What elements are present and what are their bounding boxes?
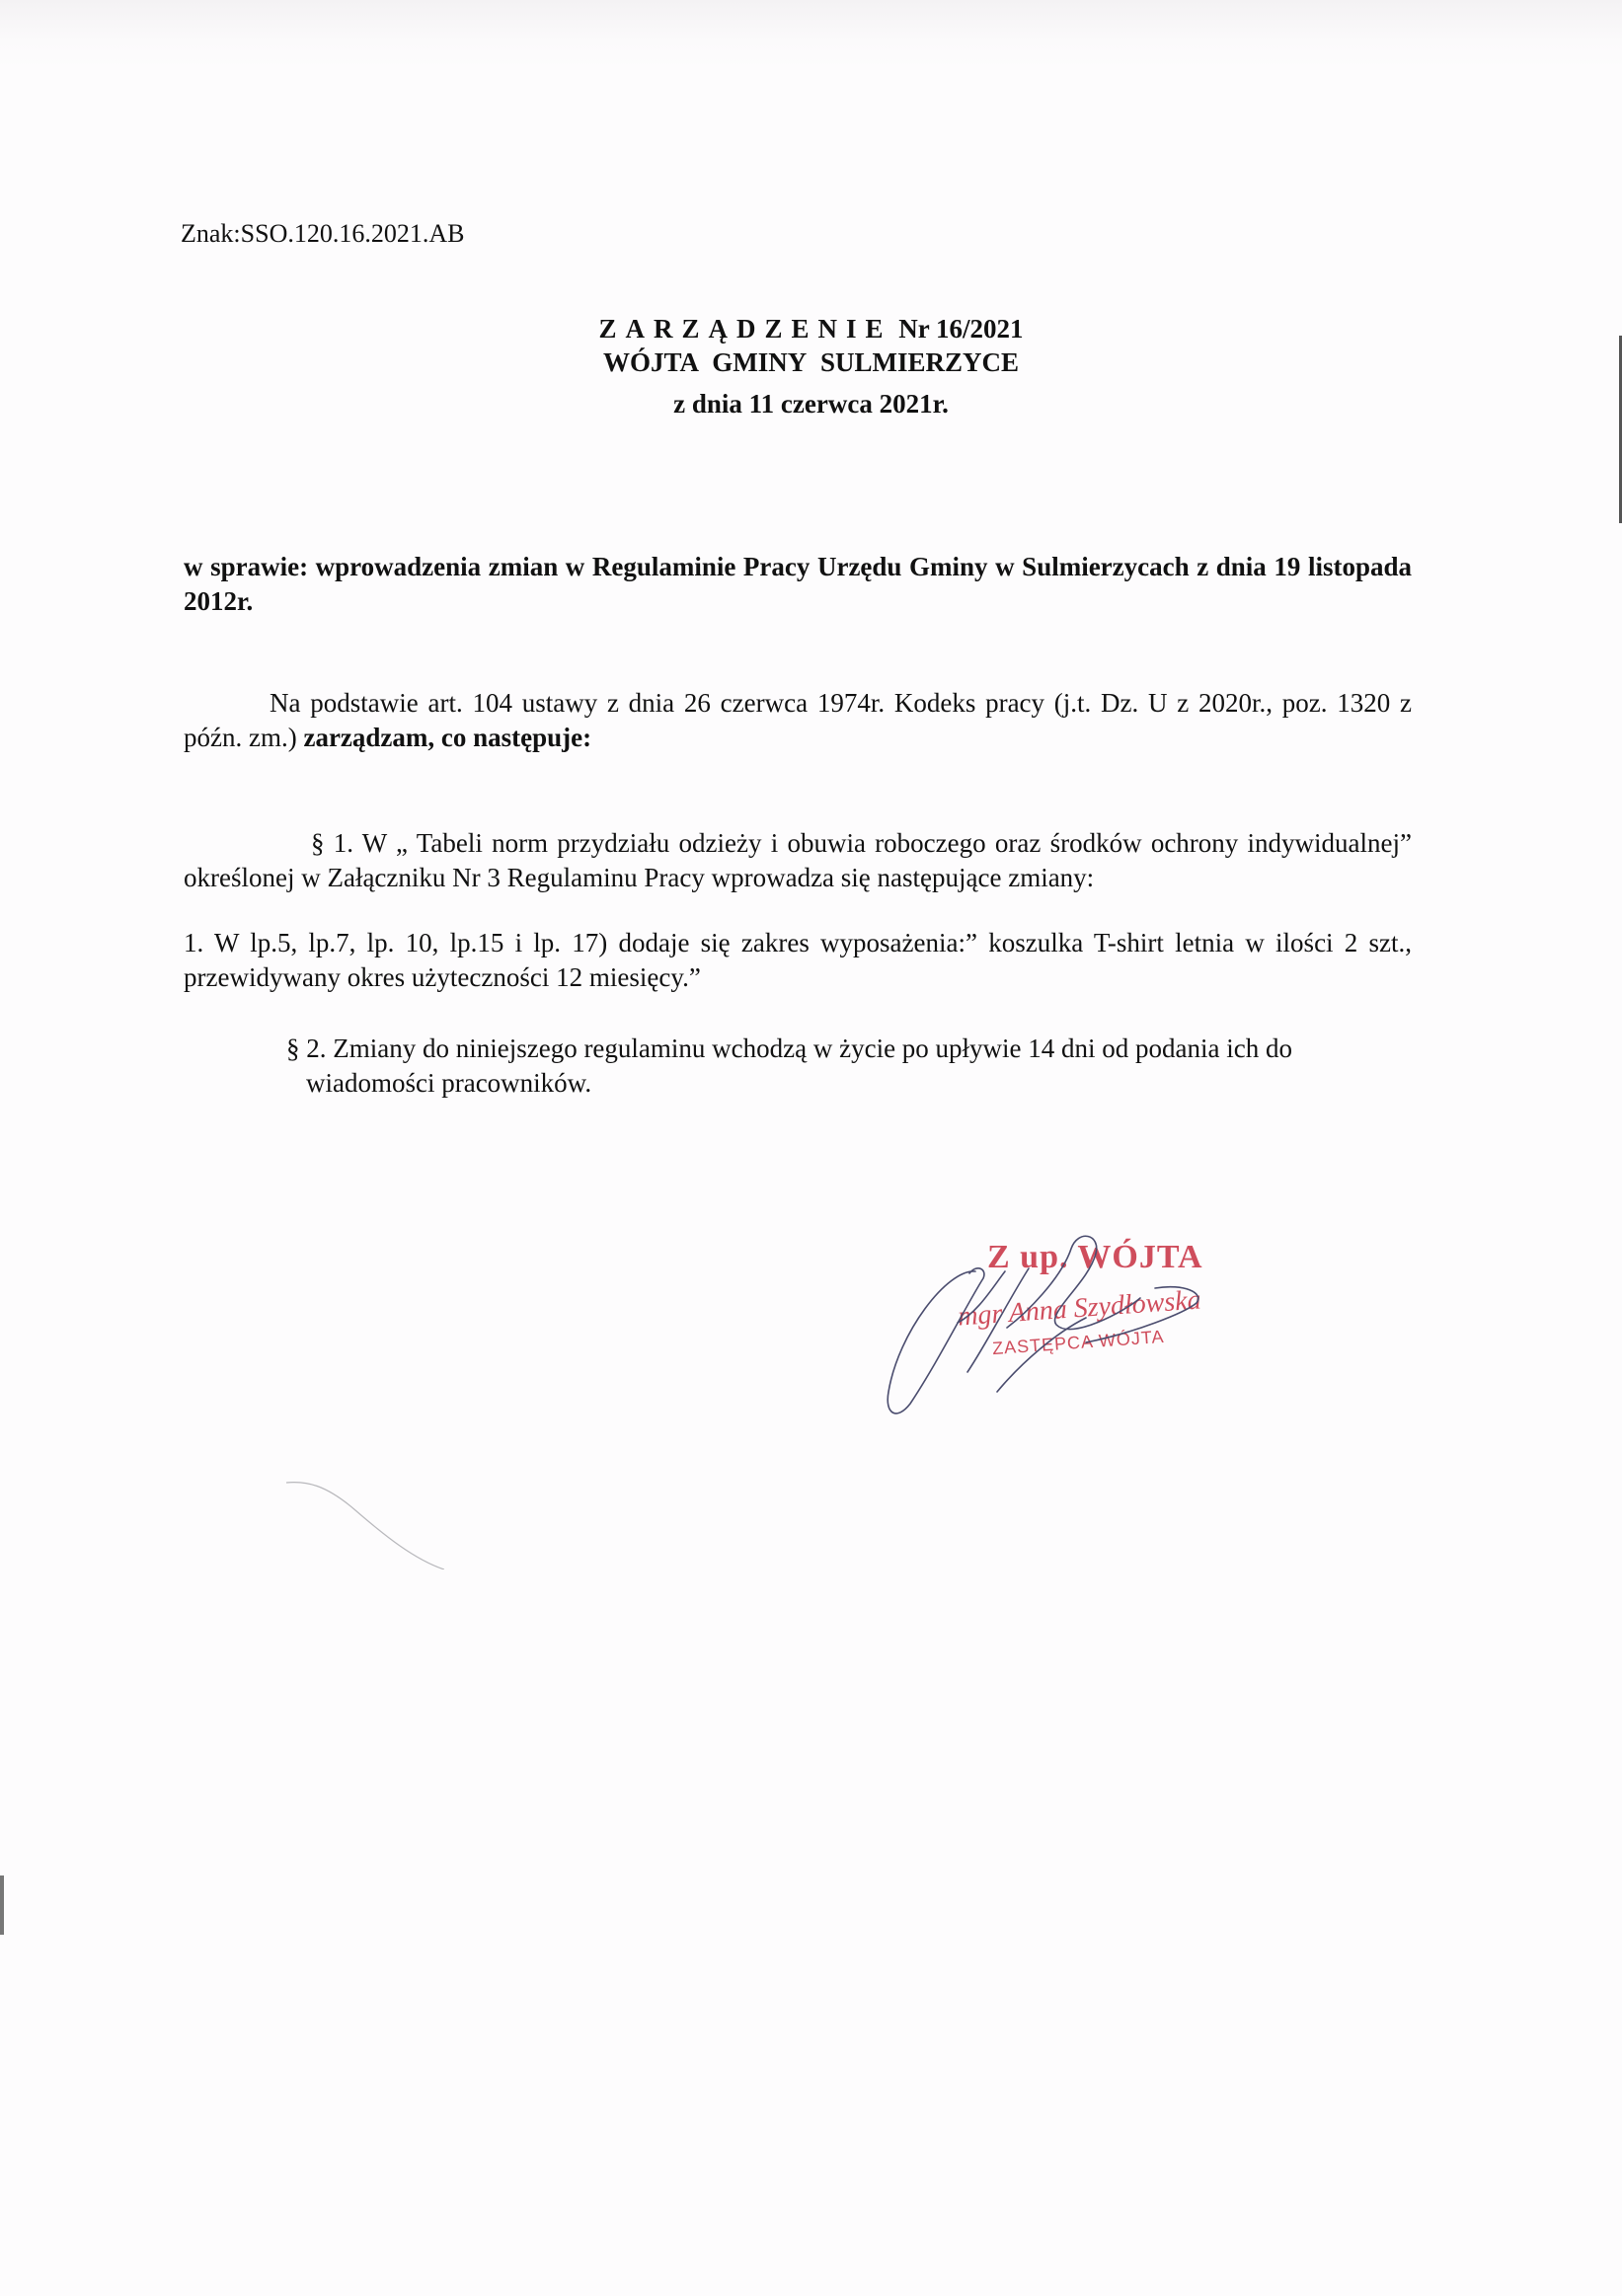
scan-left-edge-mark — [0, 1875, 4, 1935]
paragraph-2-line-2: wiadomości pracowników. — [306, 1068, 592, 1098]
legal-basis-decree: zarządzam, co następuje: — [303, 722, 592, 752]
signature-stroke — [888, 1268, 984, 1414]
stamp-authorization: Z up. WÓJTA — [987, 1239, 1203, 1275]
stamp-name: mgr Anna Szydłowska — [957, 1284, 1202, 1333]
legal-basis — [184, 686, 1412, 754]
scan-curve-artifact — [286, 1481, 444, 1569]
paragraph-2-line-1: § 2. Zmiany do niniejszego regulaminu wchodzą w życie po upływie 14 dni od podania ich do — [286, 1033, 1292, 1063]
legal-basis-text: Na podstawie art. 104 ustawy z dnia 26 czerwca 1974r. Kodeks pracy (j.t. Dz. U z 2020r., poz. 1320 z późn. zm.) — [184, 688, 1412, 752]
reference-number: Znak:SSO.120.16.2021.AB — [181, 219, 465, 248]
scan-top-edge — [0, 0, 1622, 69]
paragraph-1-item-1: 1. W lp.5, lp.7, lp. 10, lp.15 i lp. 17) dodaje się zakres wyposażenia:” koszulka T-shirt letnia w ilości 2 szt., przewidywany okres użyteczności 12 miesięcy.” — [184, 928, 1412, 992]
title-number: Nr 16/2021 — [898, 314, 1024, 344]
subject-line: w sprawie: wprowadzenia zmian w Regulaminie Pracy Urzędu Gminy w Sulmierzycach z dnia 19 listopada 2012r. — [184, 552, 1412, 616]
signature-stroke — [1007, 1236, 1140, 1329]
paragraph-2 — [286, 1032, 1431, 1101]
stamp-position: ZASTĘPCA WÓJTA — [991, 1326, 1166, 1359]
signature-stroke — [958, 1268, 1029, 1372]
document-title — [0, 312, 1622, 346]
handwritten-signature — [859, 1194, 1254, 1421]
document-date: z dnia 11 czerwca 2021r. — [673, 389, 949, 419]
signature-stroke — [997, 1287, 1198, 1392]
title-word: ZARZĄDZENIE — [598, 314, 892, 344]
signature-stamp — [859, 1194, 1254, 1421]
paragraph-1: § 1. W „ Tabeli norm przydziału odzieży i obuwia roboczego oraz środków ochrony indywidualnej” określonej w Załączniku Nr 3 Regulaminu Pracy wprowadza się następujące zmiany: — [184, 828, 1412, 892]
document-authority: WÓJTA GMINY SULMIERZYCE — [602, 347, 1020, 377]
